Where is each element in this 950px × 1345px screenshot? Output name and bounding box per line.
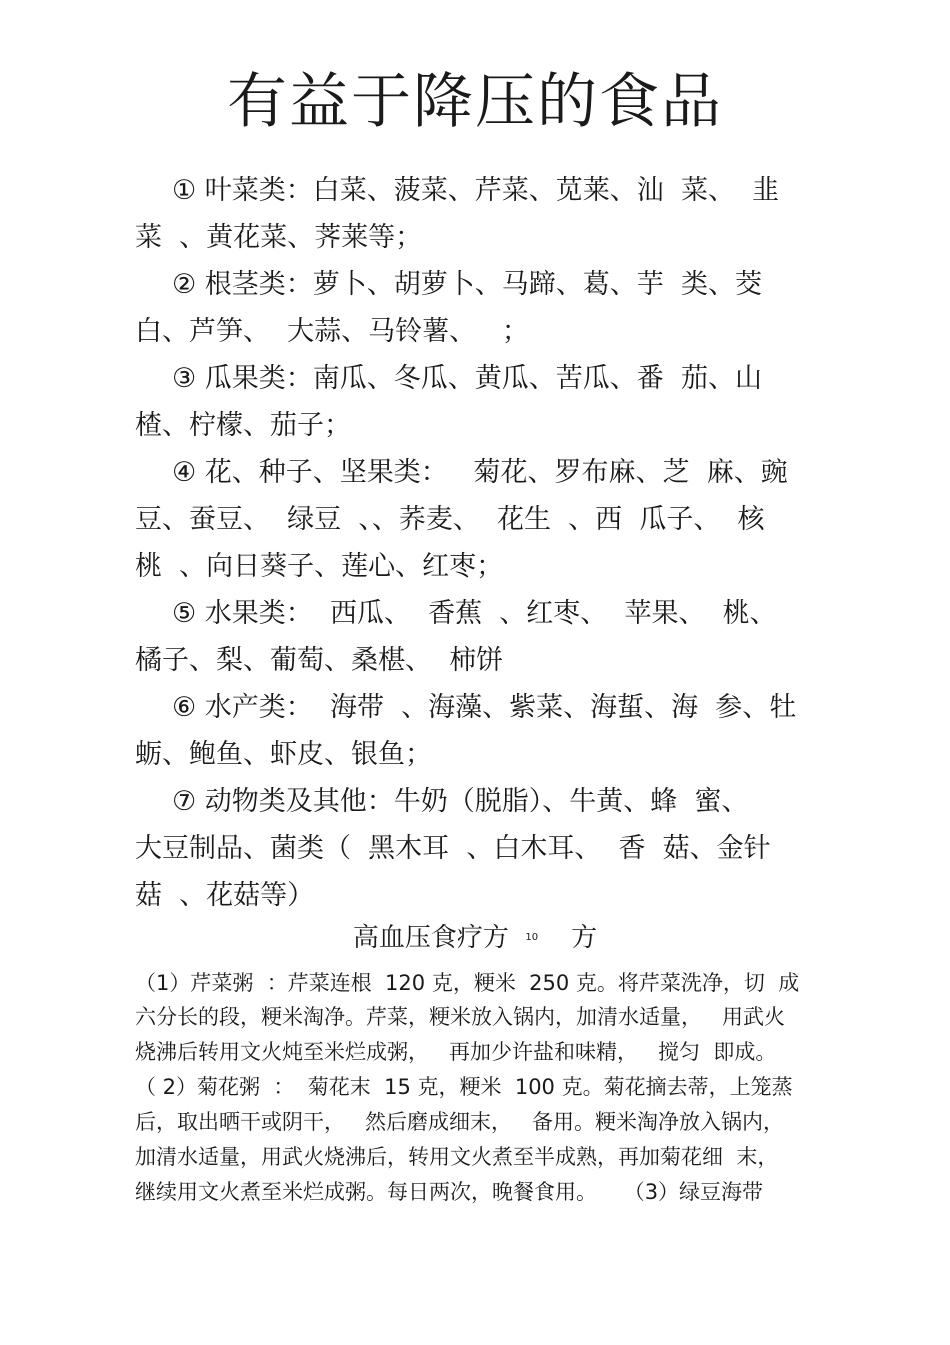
list-item: ② 根茎类：萝卜、胡萝卜、马蹄、葛、芋 类、茭 — [172, 269, 762, 300]
list-item: ⑥ 水产类： 海带 、海藻、紫菜、海蜇、海 参、牡 — [172, 692, 797, 723]
paragraph-line: （1）芹菜粥 ：芹菜连根 120 克，粳米 250 克。将芹菜洗净，切 成 — [135, 971, 800, 995]
section-heading — [0, 918, 950, 958]
list-item: 桃 、向日葵子、莲心、红枣； — [135, 551, 504, 582]
list-item: 楂、柠檬、茄子； — [135, 410, 351, 441]
paragraph-line: 烧沸后转用文火炖至米烂成粥， 再加少许盐和味精， 搅匀 即成。 — [135, 1040, 777, 1064]
list-item: ⑦ 动物类及其他：牛奶（脱脂）、牛黄、蜂 蜜、 — [172, 786, 749, 817]
section-heading-tail: 方 — [571, 923, 598, 953]
paragraph-line: 后，取出晒干或阴干， 然后磨成细末， 备用。粳米淘净放入锅内， — [135, 1110, 785, 1134]
paragraph-line: （ 2）菊花粥 ： 菊花末 15 克，粳米 100 克。菊花摘去蒂，上笼蒸 — [135, 1075, 793, 1099]
page-title: 有益于降压的食品 — [227, 67, 723, 137]
list-item: ④ 花、种子、坚果类： 菊花、罗布麻、芝 麻、豌 — [172, 457, 788, 488]
list-item: 豆、蚕豆、 绿豆 、、荞麦、 花生 、西 瓜子、 核 — [135, 504, 765, 535]
list-item: 橘子、梨、葡萄、桑椹、 柿饼 — [135, 645, 504, 676]
paragraph-line: 六分长的段，粳米淘净。芹菜，粳米放入锅内，加清水适量， 用武火 — [135, 1005, 786, 1029]
list-item: 菜 、黄花菜、荠莱等； — [135, 222, 423, 253]
list-item: ⑤ 水果类： 西瓜、 香蕉 、红枣、 苹果、 桃、 — [172, 598, 777, 629]
list-item: 菇 、花菇等） — [135, 880, 315, 911]
list-item: 蛎、鲍鱼、虾皮、银鱼； — [135, 739, 432, 770]
section-heading-number: 10 — [525, 932, 539, 943]
list-item: ③ 瓜果类：南瓜、冬瓜、黄瓜、苦瓜、番 茄、山 — [172, 363, 762, 394]
list-item: 白、芦笋、 大蒜、马铃薯、 ； — [135, 316, 529, 347]
paragraph-line: 加清水适量，用武火烧沸后，转用文火煮至半成熟，再加菊花细 末， — [135, 1145, 779, 1169]
section-heading-text: 高血压食疗方 — [352, 923, 509, 953]
list-item: ① 叶菜类：白菜、菠菜、芹菜、苋莱、汕 菜、 韭 — [172, 175, 780, 206]
paragraph-line: 继续用文火煮至米烂成粥。每日两次，晚餐食用。 （3）绿豆海带 — [135, 1180, 764, 1204]
list-item: 大豆制品、菌类（ 黑木耳 、白木耳、 香 菇、金针 — [135, 833, 771, 864]
